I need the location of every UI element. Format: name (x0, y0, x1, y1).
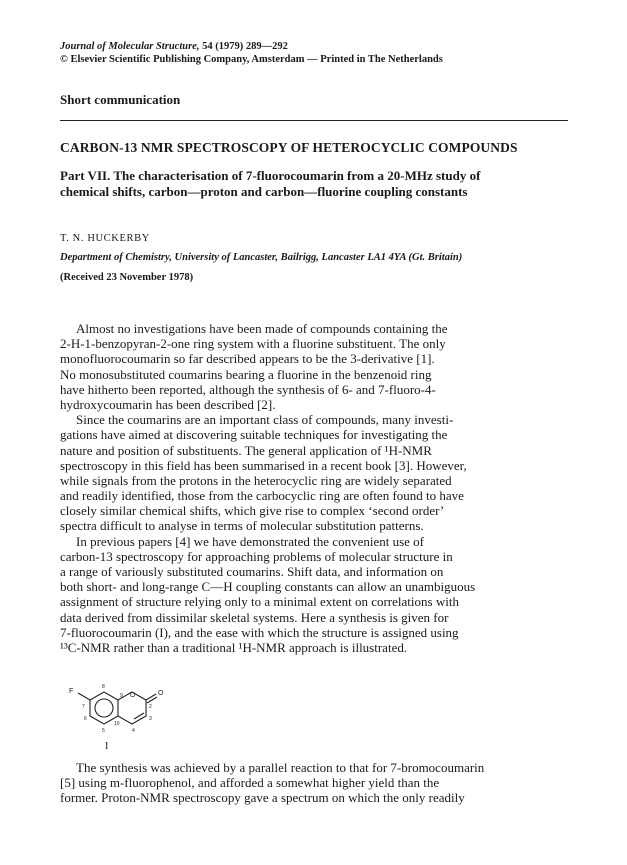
body-line: [5] using m-fluorophenol, and afforded a somewhat higher yield than the (60, 775, 440, 791)
atom-label: F (69, 688, 74, 695)
body-line: In previous papers [4] we have demonstrated the convenient use of (76, 533, 424, 549)
chemical-structure (60, 678, 180, 758)
body-line: have hitherto been reported, although the synthesis of 6- and 7-fluoro-4- (60, 381, 436, 397)
body-line: 2-H-1-benzopyran-2-one ring system with a fluorine substituent. The only (60, 336, 446, 352)
body-line: gations have aimed at discovering suitable techniques for investigating the (60, 427, 448, 443)
article-title: CARBON-13 NMR SPECTROSCOPY OF HETEROCYCLIC COMPOUNDS (60, 140, 518, 155)
body-line: 7-fluorocoumarin (I), and the ease with which the structure is assigned using (60, 624, 459, 640)
body-line: a range of variously substituted coumarins. Shift data, and information on (60, 564, 444, 579)
copyright-line: © Elsevier Scientific Publishing Company, Amsterdam — Printed in The Netherlands (60, 54, 443, 65)
body-line: nature and position of substituents. The general application of ¹H-NMR (60, 442, 432, 458)
body-line: The synthesis was achieved by a parallel reaction to that for 7-bromocoumarin (76, 760, 485, 775)
subtitle-line: chemical shifts, carbon—proton and carbon—fluorine coupling constants (60, 184, 468, 199)
body-line: carbon-13 spectroscopy for approaching problems of molecular structure in (60, 548, 453, 564)
body-line: closely similar chemical shifts, which give rise to complex ‘second order’ (60, 503, 445, 519)
atom-label: 7 (82, 704, 85, 710)
benzene-ring (90, 692, 118, 724)
journal-header (60, 40, 443, 66)
body-text-continued (60, 760, 580, 806)
body-line: No monosubstituted coumarins bearing a fluorine in the benzenoid ring (60, 366, 432, 382)
body-line: data derived from dissimilar skeletal systems. Here a synthesis is given for (60, 609, 449, 625)
affiliation: Department of Chemistry, University of Lancaster, Bailrigg, Lancaster LA1 4YA (Gt. Britain) (60, 252, 463, 263)
body-line: while signals from the protons in the heterocyclic ring are widely separated (60, 472, 452, 488)
atom-label: O (158, 690, 164, 697)
body-line: and readily identified, those from the carbocyclic ring are often found to have (60, 488, 464, 504)
body-line: former. Proton-NMR spectroscopy gave a spectrum on which the only readily (60, 790, 465, 806)
body-line: Almost no investigations have been made of compounds containing the (76, 321, 448, 336)
compound-label: I (105, 741, 109, 752)
body-line: ¹³C-NMR rather than a traditional ¹H-NMR approach is illustrated. (60, 639, 408, 655)
body-line: monofluorocoumarin so far described appears to be the 3-derivative [1]. (60, 351, 435, 367)
body-line: both short- and long-range C—H coupling constants can allow an unambiguous (60, 579, 476, 595)
atom-label: 4 (132, 728, 135, 734)
atom-label: O (130, 692, 136, 699)
atom-label: 2 (149, 704, 152, 710)
subtitle-line: Part VII. The characterisation of 7-fluorocoumarin from a 20-MHz study of (60, 168, 481, 183)
section-label: Short communication (60, 92, 181, 107)
atom-label: 3 (149, 716, 152, 722)
journal-name: Journal of Molecular Structure, (60, 41, 200, 52)
journal-citation: 54 (1979) 289—292 (199, 41, 288, 52)
body-line: spectra difficult to analyse in terms of molecular substitution patterns. (60, 518, 424, 534)
atom-label: 10 (114, 721, 120, 727)
atom-label: 6 (84, 716, 87, 722)
body-line: hydroxycoumarin has been described [2]. (60, 396, 276, 412)
atom-label: 5 (102, 728, 105, 734)
fluorine-bond (78, 693, 90, 700)
body-text (60, 321, 580, 655)
received-date: (Received 23 November 1978) (60, 272, 194, 283)
author: T. N. HUCKERBY (60, 233, 150, 244)
body-line: spectroscopy in this field has been summarised in a recent book [3]. However, (60, 457, 467, 473)
atom-label: 9 (120, 693, 123, 699)
body-line: Since the coumarins are an important class of compounds, many investi- (76, 412, 454, 428)
atom-label: 8 (102, 684, 105, 690)
header-rule (60, 120, 568, 121)
body-line: assignment of structure relying only to a minimal extent on correlations with (60, 594, 459, 610)
article-subtitle (60, 168, 580, 200)
aromatic-circle (95, 699, 113, 717)
